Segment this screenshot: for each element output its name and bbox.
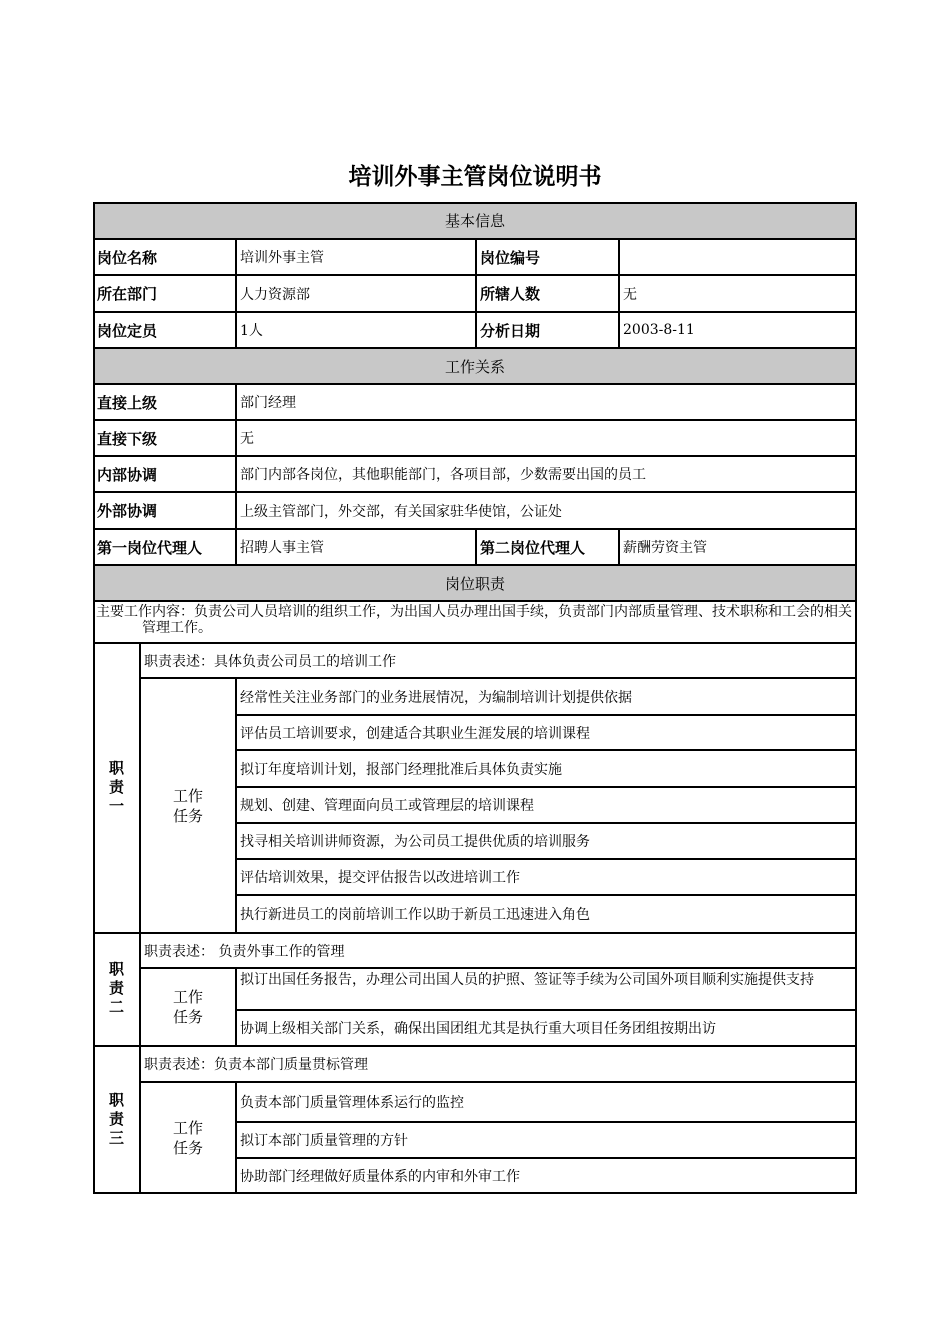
department-label: 所在部门: [93, 275, 236, 312]
duty-3-task-1: 负责本部门质量管理体系运行的监控: [236, 1082, 857, 1122]
duty-1-task-3: 拟订年度培训计划，报部门经理批准后具体负责实施: [236, 750, 857, 787]
deputy2-value: 薪酬劳资主管: [619, 529, 857, 565]
subordinates-value: 无: [619, 275, 857, 312]
position-name-label: 岗位名称: [93, 239, 236, 275]
duty-1-task-2: 评估员工培训要求，创建适合其职业生涯发展的培训课程: [236, 715, 857, 750]
subordinates-label: 所辖人数: [476, 275, 619, 312]
section-header-basic-info: 基本信息: [93, 202, 857, 239]
external-coordination-label: 外部协调: [93, 492, 236, 529]
document-title: 培训外事主管岗位说明书: [348, 164, 602, 190]
deputy1-value: 招聘人事主管: [236, 529, 476, 565]
staffing-value: 1人: [236, 312, 476, 348]
superior-value: 部门经理: [236, 384, 857, 420]
deputy2-label: 第二岗位代理人: [476, 529, 619, 565]
section-header-relations: 工作关系: [93, 348, 857, 384]
analysis-date-label: 分析日期: [476, 312, 619, 348]
duty-2-task-label: [140, 968, 236, 1046]
task-label-line-1: 工作: [172, 786, 203, 805]
section-header-duties: 岗位职责: [93, 565, 857, 601]
subordinate-value: 无: [236, 420, 857, 456]
duty-3-description: 职责表述：负责本部门质量贯标管理: [140, 1046, 857, 1082]
task-label-line-1: 工作: [172, 988, 203, 1006]
duty-3-task-3: 协助部门经理做好质量体系的内审和外审工作: [236, 1158, 857, 1194]
duty-1-task-5: 找寻相关培训讲师资源，为公司员工提供优质的培训服务: [236, 823, 857, 859]
analysis-date-value: 2003-8-11: [619, 312, 857, 348]
position-name-value: 培训外事主管: [236, 239, 476, 275]
task-label-line-1: 工作: [172, 1119, 203, 1137]
position-no-label: 岗位编号: [476, 239, 619, 275]
main-content-text: 主要工作内容：负责公司人员培训的组织工作，为出国人员办理出国手续，负责部门内部质量管理、技术职称和工会的相关管理工作。: [96, 604, 852, 636]
duty-1-task-7: 执行新进员工的岗前培训工作以助于新员工迅速进入角色: [236, 895, 857, 933]
duty-3-task-2: 拟订本部门质量管理的方针: [236, 1122, 857, 1158]
duty-1-description: 职责表述：具体负责公司员工的培训工作: [140, 643, 857, 678]
staffing-label: 岗位定员: [93, 312, 236, 348]
task-label-line-2: 任务: [172, 1008, 203, 1026]
main-content: [93, 601, 857, 643]
duty-1-task-1: 经常性关注业务部门的业务进展情况，为编制培训计划提供依据: [236, 678, 857, 715]
external-coordination-value: 上级主管部门，外交部，有关国家驻华使馆，公证处: [236, 492, 857, 529]
internal-coordination-label: 内部协调: [93, 456, 236, 492]
deputy1-label: 第一岗位代理人: [93, 529, 236, 565]
duty-2-description: 职责表述： 负责外事工作的管理: [140, 933, 857, 968]
internal-coordination-value: 部门内部各岗位，其他职能部门，各项目部，少数需要出国的员工: [236, 456, 857, 492]
duty-1-name: 职责一: [93, 643, 140, 933]
position-no-value: [619, 239, 857, 275]
duty-2-name: 职责二: [93, 933, 140, 1046]
duty-3-task-label: [140, 1082, 236, 1194]
superior-label: 直接上级: [93, 384, 236, 420]
duty-2-task-1: 拟订出国任务报告，办理公司出国人员的护照、签证等手续为公司国外项目顺利实施提供支持: [236, 968, 857, 1010]
department-value: 人力资源部: [236, 275, 476, 312]
duty-1-task-4: 规划、创建、管理面向员工或管理层的培训课程: [236, 787, 857, 823]
duty-3-name: 职责三: [93, 1046, 140, 1194]
task-label-line-2: 任务: [172, 1139, 203, 1157]
duty-1-task-6: 评估培训效果，提交评估报告以改进培训工作: [236, 859, 857, 895]
subordinate-label: 直接下级: [93, 420, 236, 456]
task-label-line-2: 任务: [172, 806, 203, 825]
duty-2-task-2: 协调上级相关部门关系，确保出国团组尤其是执行重大项目任务团组按期出访: [236, 1010, 857, 1046]
duty-1-task-label: [140, 678, 236, 933]
